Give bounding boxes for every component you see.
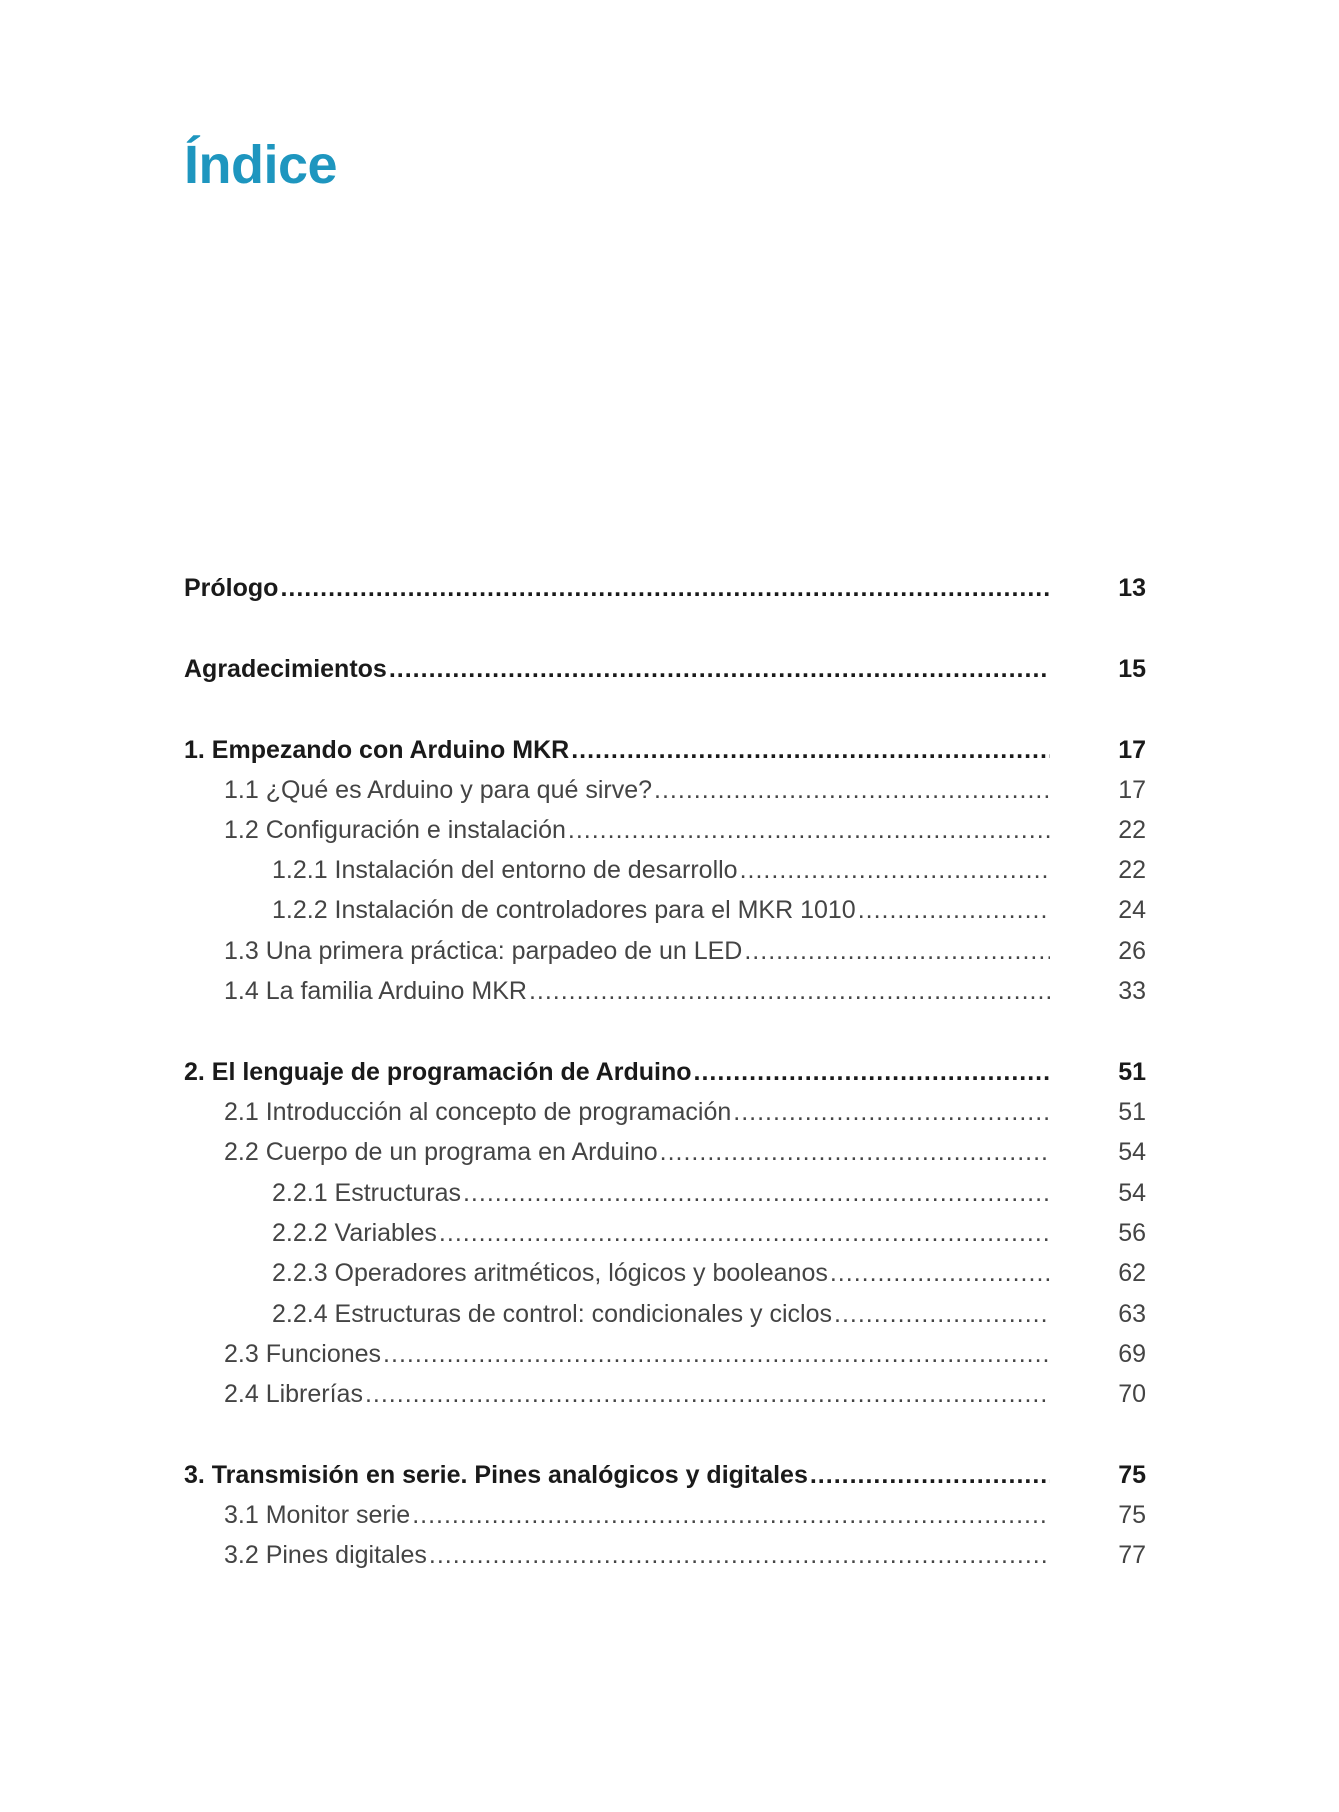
dot-leader [389,649,1050,689]
toc-entry-leader [184,850,1050,890]
toc-entry-label: 2.2.3 Operadores aritméticos, lógicos y booleanos [272,1259,828,1287]
toc-entry [184,730,1146,770]
toc-entry [184,971,1146,1011]
toc-entry-leader [184,810,1050,850]
toc-entry-page-number: 75 [1118,1461,1146,1489]
dot-leader [383,1334,1050,1374]
toc-entry-leader [184,1173,1050,1213]
toc-entry-page-number: 13 [1118,574,1146,602]
dot-leader [654,770,1050,810]
toc-entry-label: 2.2.2 Variables [272,1219,437,1247]
toc-entry-page-number: 17 [1118,736,1146,764]
dot-leader [412,1495,1050,1535]
toc-entry [184,1535,1146,1575]
toc-entry-label: 1.2.2 Instalación de controladores para el MKR 1010 [272,896,856,924]
toc-entry [184,1173,1146,1213]
toc-entry-leader [184,890,1050,930]
toc-entry-leader [184,1374,1050,1414]
toc-entry [184,649,1146,689]
toc-entry-page-number: 15 [1118,655,1146,683]
toc-entry-page-number: 51 [1118,1098,1146,1126]
toc-entry-leader [184,1213,1050,1253]
toc-entry-label: 3.2 Pines digitales [224,1541,427,1569]
toc-entry-page-number: 62 [1118,1259,1146,1287]
toc-entry-page-number: 54 [1118,1179,1146,1207]
dot-leader [463,1173,1050,1213]
toc-entry [184,1294,1146,1334]
toc-entry-label: 1.4 La familia Arduino MKR [224,977,527,1005]
toc-entry-page-number: 51 [1118,1058,1146,1086]
toc-entry-label: 1. Empezando con Arduino MKR [184,736,570,764]
toc-entry-label: 2.1 Introducción al concepto de programación [224,1098,732,1126]
toc-entry [184,1455,1146,1495]
dot-leader [733,1092,1050,1132]
toc-entry-label: 2.2.1 Estructuras [272,1179,461,1207]
toc-entry [184,810,1146,850]
toc-entry [184,1334,1146,1374]
dot-leader [858,890,1050,930]
dot-leader [568,810,1050,850]
toc-entry-page-number: 22 [1118,856,1146,884]
toc-entry [184,1213,1146,1253]
toc-entry-leader [184,1334,1050,1374]
toc-entry-label: 2. El lenguaje de programación de Arduino [184,1058,692,1086]
toc-entry [184,770,1146,810]
toc-entry [184,890,1146,930]
page-title: Índice [184,135,338,195]
toc-entry-label: 1.2 Configuración e instalación [224,816,566,844]
dot-leader [830,1253,1050,1293]
toc-entry-label: 1.2.1 Instalación del entorno de desarrollo [272,856,738,884]
toc-entry-page-number: 63 [1118,1300,1146,1328]
toc-entry-label: 3.1 Monitor serie [224,1501,411,1529]
toc-entry-label: 1.3 Una primera práctica: parpadeo de un LED [224,937,743,965]
toc-entry-label: Agradecimientos [184,655,387,683]
toc-entry [184,1374,1146,1414]
toc-entry-label: 2.3 Funciones [224,1340,382,1368]
toc-entry [184,1052,1146,1092]
toc-entry-leader [184,1495,1050,1535]
toc-entry [184,1495,1146,1535]
toc-entry [184,931,1146,971]
toc-entry-page-number: 70 [1118,1380,1146,1408]
dot-leader [810,1455,1050,1495]
toc-entry-page-number: 17 [1118,776,1146,804]
toc-entry-leader [184,1253,1050,1293]
toc-entry-page-number: 69 [1118,1340,1146,1368]
toc-entry-page-number: 54 [1118,1138,1146,1166]
dot-leader [834,1294,1050,1334]
toc-entry-label: 3. Transmisión en serie. Pines analógicos y digitales [184,1461,808,1489]
dot-leader [429,1535,1050,1575]
toc-entry-page-number: 24 [1118,896,1146,924]
dot-leader [439,1213,1050,1253]
toc-entry-leader [184,971,1050,1011]
toc-entry [184,1092,1146,1132]
dot-leader [660,1132,1050,1172]
dot-leader [744,931,1050,971]
toc-entry-page-number: 56 [1118,1219,1146,1247]
toc-entry-page-number: 75 [1118,1501,1146,1529]
toc-entry-page-number: 26 [1118,937,1146,965]
toc-entry-leader [184,1092,1050,1132]
toc-entry-leader [184,568,1050,608]
toc-entry-leader [184,1294,1050,1334]
dot-leader [571,730,1050,770]
toc-entry [184,850,1146,890]
toc-entry-page-number: 77 [1118,1541,1146,1569]
toc-entry-leader [184,1455,1050,1495]
dot-leader [740,850,1050,890]
toc-entry-leader [184,931,1050,971]
toc-entry-leader [184,1535,1050,1575]
toc-entry-leader [184,1052,1050,1092]
toc-entry-label: 2.4 Librerías [224,1380,363,1408]
dot-leader [694,1052,1051,1092]
toc-entry [184,568,1146,608]
toc-entry-label: Prólogo [184,574,279,602]
toc-entry-leader [184,770,1050,810]
dot-leader [529,971,1050,1011]
toc-entry-page-number: 33 [1118,977,1146,1005]
toc-entry-leader [184,730,1050,770]
dot-leader [365,1374,1050,1414]
toc-entry-leader [184,1132,1050,1172]
toc-entry-label: 1.1 ¿Qué es Arduino y para qué sirve? [224,776,653,804]
toc-entry-leader [184,649,1050,689]
toc-entry-label: 2.2 Cuerpo de un programa en Arduino [224,1138,658,1166]
toc-entry [184,1132,1146,1172]
toc-entry-label: 2.2.4 Estructuras de control: condicionales y ciclos [272,1300,832,1328]
dot-leader [280,568,1050,608]
toc-entry-page-number: 22 [1118,816,1146,844]
toc-entry [184,1253,1146,1293]
